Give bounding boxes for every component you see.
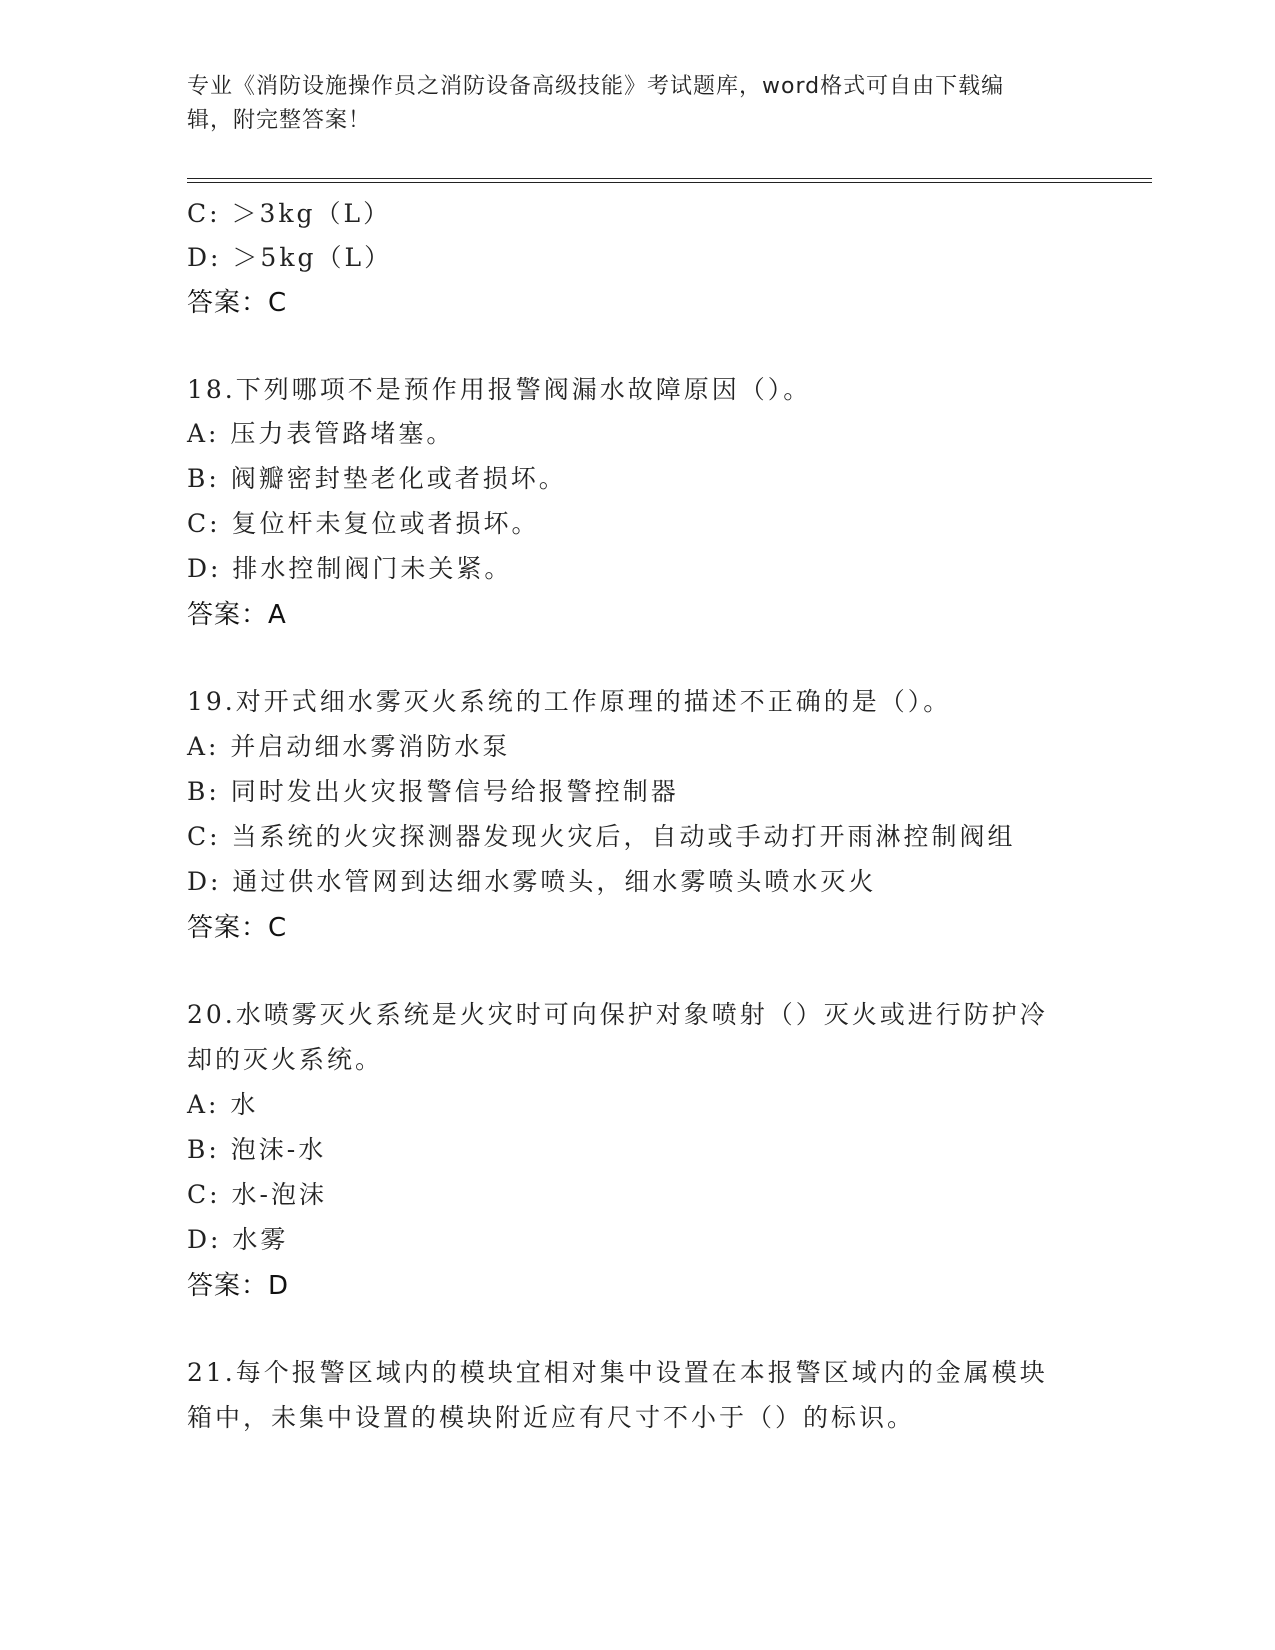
q19-option-c: C: 当系统的火灾探测器发现火灾后，自动或手动打开雨淋控制阀组 [187,822,1016,851]
q18-option-d: D: 排水控制阀门未关紧。 [187,554,513,583]
q17-option-d: D: ＞5kg（L） [187,243,393,272]
q19-option-a: A: 并启动细水雾消防水泵 [187,732,511,761]
q17-option-c: C: ＞3kg（L） [187,199,392,228]
q20-option-b: B: 泡沫-水 [187,1135,327,1164]
q20-option-d: D: 水雾 [187,1225,289,1254]
q20-question-line-1: 20.水喷雾灭火系统是火灾时可向保护对象喷射（）灭火或进行防护冷 [187,1000,1048,1029]
q20-answer: 答案：D [187,1271,290,1301]
q21-question-line-2: 箱中，未集中设置的模块附近应有尺寸不小于（）的标识。 [187,1403,916,1432]
q19-answer: 答案：C [187,913,288,943]
q18-option-a: A: 压力表管路堵塞。 [187,419,455,448]
q20-question-line-2: 却的灭火系统。 [187,1045,384,1074]
q19-option-d: D: 通过供水管网到达细水雾喷头，细水雾喷头喷水灭火 [187,867,877,896]
q21-question-line-1: 21.每个报警区域内的模块宜相对集中设置在本报警区域内的金属模块 [187,1358,1048,1387]
q19-option-b: B: 同时发出火灾报警信号给报警控制器 [187,777,679,806]
q20-option-c: C: 水-泡沫 [187,1180,327,1209]
q18-option-b: B: 阀瓣密封垫老化或者损坏。 [187,464,567,493]
header-divider-bottom [187,182,1152,183]
q18-answer: 答案：A [187,600,287,630]
q19-question: 19.对开式细水雾灭火系统的工作原理的描述不正确的是（）。 [187,687,952,716]
q18-question: 18.下列哪项不是预作用报警阀漏水故障原因（）。 [187,375,812,404]
header-line-1: 专业《消防设施操作员之消防设备高级技能》考试题库，word格式可自由下载编 [187,74,1005,99]
header-line-2: 辑，附完整答案！ [187,108,372,133]
header-divider-top [187,178,1152,179]
q17-answer: 答案：C [187,288,288,318]
q18-option-c: C: 复位杆未复位或者损坏。 [187,509,540,538]
document-header [187,70,1087,138]
q20-option-a: A: 水 [187,1090,259,1119]
